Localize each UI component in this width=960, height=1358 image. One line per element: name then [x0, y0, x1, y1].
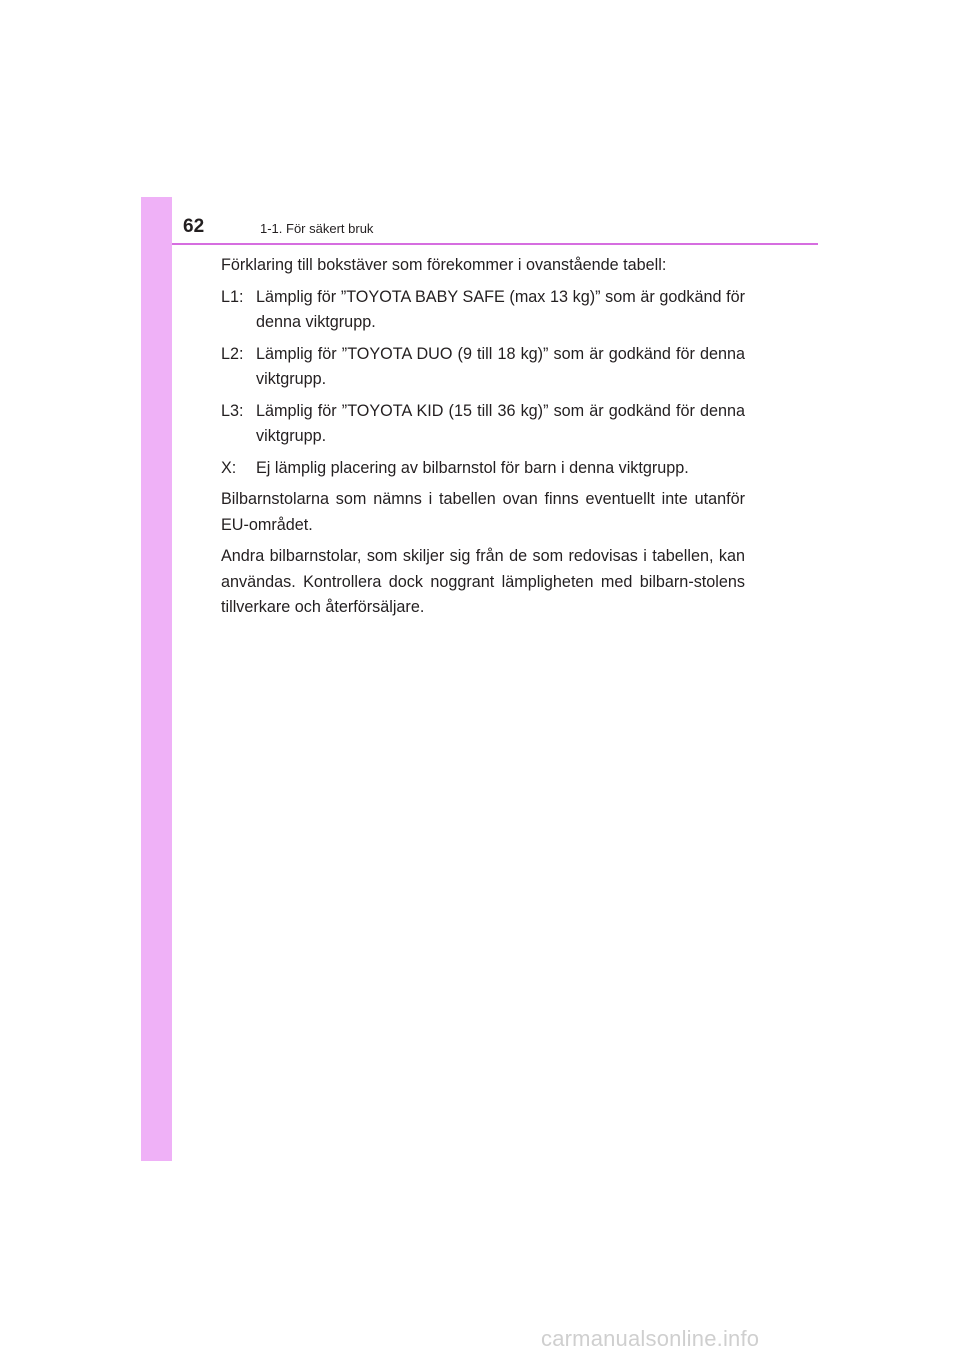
legend-key: L1: — [221, 287, 244, 306]
legend-text: Ej lämplig placering av bilbarnstol för barn i denna viktgrupp. — [256, 458, 689, 477]
side-color-band — [141, 197, 172, 1161]
legend-text: Lämplig för ”TOYOTA KID (15 till 36 kg)” som är godkänd för denna viktgrupp. — [256, 401, 745, 445]
other-seats-paragraph: Andra bilbarnstolar, som skiljer sig från de som redovisas i tabellen, kan användas. Kontrollera dock noggrant lämpligheten med bilbarn-stolens tillverkare och återförsäljare. — [221, 547, 745, 616]
legend-item-l3 — [221, 399, 745, 450]
body-content — [221, 253, 745, 627]
availability-paragraph: Bilbarnstolarna som nämns i tabellen ovan finns eventuellt inte utanför EU-området. — [221, 490, 745, 534]
legend-item-l1 — [221, 285, 745, 336]
section-title: 1-1. För säkert bruk — [260, 221, 374, 236]
legend-key: L2: — [221, 344, 244, 363]
legend-item-x — [221, 456, 745, 482]
legend-text: Lämplig för ”TOYOTA DUO (9 till 18 kg)” som är godkänd för denna viktgrupp. — [256, 344, 745, 388]
legend-text: Lämplig för ”TOYOTA BABY SAFE (max 13 kg)” som är godkänd för denna viktgrupp. — [256, 287, 745, 331]
legend-key: L3: — [221, 401, 244, 420]
legend-item-l2 — [221, 342, 745, 393]
header-divider — [172, 243, 818, 245]
intro-paragraph: Förklaring till bokstäver som förekommer i ovanstående tabell: — [221, 256, 667, 274]
legend-key: X: — [221, 458, 237, 477]
page-number: 62 — [183, 216, 205, 237]
site-watermark: carmanualsonline.info — [541, 1326, 760, 1351]
